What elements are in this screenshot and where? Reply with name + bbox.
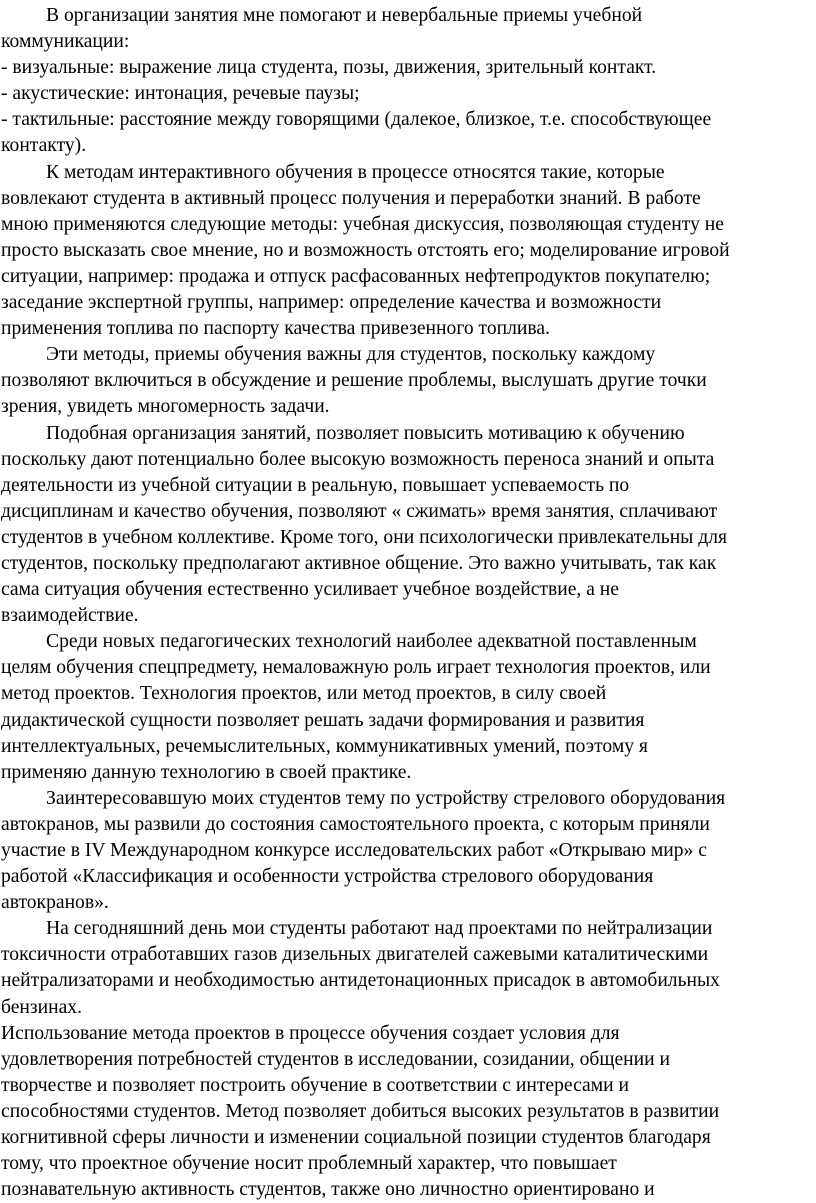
text-line: токсичности отработавших газов дизельных двигателей сажевыми каталитическими <box>1 944 709 966</box>
paragraph <box>1 81 816 107</box>
text-line: Среди новых педагогических технологий наиболее адекватной поставленным <box>46 631 697 653</box>
text-line: - акустические: интонация, речевые паузы; <box>1 83 360 105</box>
paragraph <box>1 421 816 630</box>
text-line: способностями студентов. Метод позволяет добиться высоких результатов в развитии <box>1 1100 720 1122</box>
text-line: просто высказать свое мнение, но и возможность отстоять его; моделирование игровой <box>1 239 730 261</box>
text-line: удовлетворения потребностей студентов в исследовании, созидании, общении и <box>1 1048 670 1070</box>
paragraph <box>1 629 816 786</box>
text-line: контакту). <box>1 135 87 157</box>
paragraph <box>1 107 816 159</box>
text-line: зрения, увидеть многомерность задачи. <box>1 396 330 418</box>
text-line: автокранов, мы развили до состояния самостоятельного проекта, с которым приняли <box>1 813 710 835</box>
text-line: На сегодняшний день мои студенты работают над проектами по нейтрализации <box>46 918 713 940</box>
paragraph <box>1 342 816 420</box>
text-line: заседание экспертной группы, например: определение качества и возможности <box>1 292 662 314</box>
paragraph <box>1 1021 816 1203</box>
text-line: целям обучения спецпредмету, немаловажную роль играет технология проектов, или <box>1 657 711 679</box>
text-line: поскольку дают потенциально более высокую возможность переноса знаний и опыта <box>1 448 715 470</box>
text-line: нейтрализаторами и необходимостью антидетонационных присадок в автомобильных <box>1 970 720 992</box>
text-line: применения топлива по паспорту качества привезенного топлива. <box>1 318 550 340</box>
text-line: - тактильные: расстояние между говорящими (далекое, близкое, т.е. способствующее <box>1 109 712 131</box>
text-line: студентов в учебном коллективе. Кроме того, они психологически привлекательны для <box>1 526 728 548</box>
paragraph <box>1 3 816 55</box>
paragraph <box>1 55 816 81</box>
text-line: студентов, поскольку предполагают активное общение. Это важно учитывать, так как <box>1 552 717 574</box>
text-line: творчестве и позволяет построить обучение в соответствии с интересами и <box>1 1074 629 1096</box>
text-line: взаимодействие. <box>1 605 139 627</box>
text-line: когнитивной сферы личности и изменении социальной позиции студентов благодаря <box>1 1127 711 1149</box>
text-line: сама ситуация обучения естественно усиливает учебное воздействие, а не <box>1 579 619 601</box>
text-line: метод проектов. Технология проектов, или метод проектов, в силу своей <box>1 683 607 705</box>
text-line: позволяют включиться в обсуждение и решение проблемы, выслушать другие точки <box>1 370 707 392</box>
document-body <box>1 3 816 1203</box>
text-line: работой «Классификация и особенности устройства стрелового оборудования <box>1 866 654 888</box>
text-line: бензинах. <box>1 996 82 1018</box>
text-line: коммуникации: <box>1 31 130 53</box>
text-line: Заинтересовавшую моих студентов тему по устройству стрелового оборудования <box>46 787 726 809</box>
text-line: Использование метода проектов в процессе обучения создает условия для <box>1 1022 620 1044</box>
text-line: дисциплинам и качество обучения, позволяют « сжимать» время занятия, сплачивают <box>1 500 718 522</box>
text-line: деятельности из учебной ситуации в реальную, повышает успеваемость по <box>1 474 630 496</box>
text-line: познавательную активность студентов, также оно личностно ориентировано и <box>1 1179 655 1201</box>
text-line: дидактической сущности позволяет решать задачи формирования и развития <box>1 709 645 731</box>
text-line: Эти методы, приемы обучения важны для студентов, поскольку каждому <box>46 344 656 366</box>
text-line: применяю данную технологию в своей практике. <box>1 761 412 783</box>
paragraph <box>1 160 816 343</box>
text-line: интеллектуальных, речемыслительных, коммуникативных умений, поэтому я <box>1 735 648 757</box>
text-line: мною применяются следующие методы: учебная дискуссия, позволяющая студенту не <box>1 213 724 235</box>
text-line: вовлекают студента в активный процесс получения и переработки знаний. В работе <box>1 187 701 209</box>
text-line: ситуации, например: продажа и отпуск расфасованных нефтепродуктов покупателю; <box>1 265 711 287</box>
text-line: К методам интерактивного обучения в процессе относятся такие, которые <box>46 161 665 183</box>
text-line: тому, что проектное обучение носит проблемный характер, что повышает <box>1 1153 617 1175</box>
paragraph <box>1 786 816 916</box>
text-line: Подобная организация занятий, позволяет повысить мотивацию к обучению <box>46 422 685 444</box>
text-line: автокранов». <box>1 892 109 914</box>
text-line: В организации занятия мне помогают и невербальные приемы учебной <box>46 5 643 26</box>
text-line: - визуальные: выражение лица студента, позы, движения, зрительный контакт. <box>1 57 657 79</box>
paragraph <box>1 916 816 1020</box>
text-line: участие в IV Международном конкурсе исследовательских работ «Открываю мир» с <box>1 840 707 861</box>
